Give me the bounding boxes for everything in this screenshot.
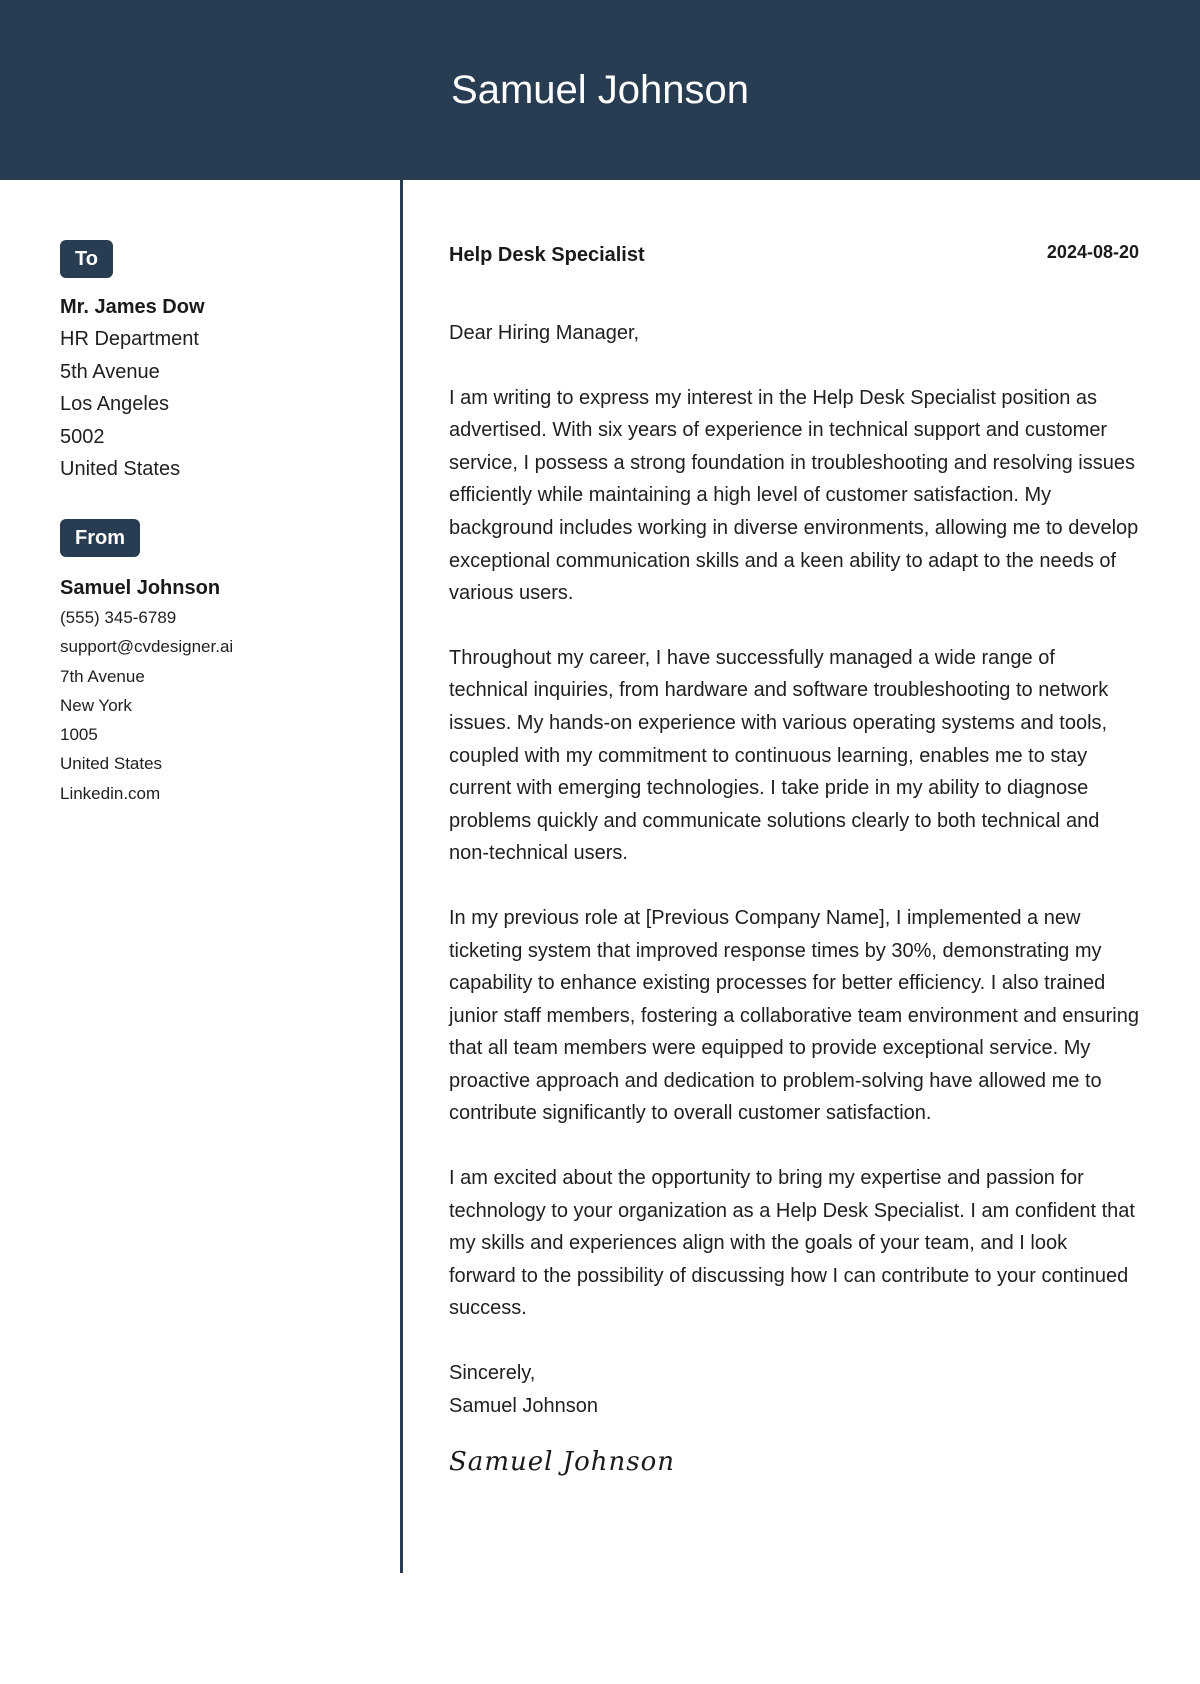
letter-date: 2024-08-20 [1046, 242, 1139, 262]
sender-postcode: 1005 [60, 725, 98, 745]
recipient-street: 5th Avenue [60, 360, 160, 383]
header-banner [0, 0, 1200, 180]
handwritten-signature: Samuel Johnson [449, 1447, 675, 1478]
recipient-city: Los Angeles [60, 393, 169, 416]
sidebar [60, 240, 380, 808]
sender-linkedin: Linkedin.com [60, 783, 161, 803]
sender-street: 7th Avenue [60, 666, 145, 686]
to-badge: To [60, 240, 113, 278]
recipient-postcode: 5002 [60, 425, 105, 448]
header-name: Samuel Johnson [451, 68, 749, 112]
from-badge: From [60, 519, 140, 557]
paragraph-3: In my previous role at [Previous Company Name], I implemented a new ticketing system that improved response times by 30%, demonstrating my capability to enhance existing processes for better efficiency. I also trained junior staff members, fostering a collaborative team environment and ensuring that all team members were equipped to provide exceptional service. My proactive approach and dedication to problem-solving have allowed me to contribute significantly to overall customer satisfaction. [449, 906, 1139, 1125]
closing: Sincerely, [449, 1362, 536, 1385]
sender-phone: (555) 345-6789 [60, 607, 177, 627]
recipient-block [60, 291, 380, 486]
sender-block [60, 573, 380, 808]
job-title: Help Desk Specialist [449, 244, 645, 266]
sender-email: support@cvdesigner.ai [60, 637, 234, 657]
recipient-country: United States [60, 458, 181, 481]
sender-city: New York [60, 695, 132, 715]
paragraph-4: I am excited about the opportunity to bring my expertise and passion for technology to your organization as a Help Desk Specialist. I am confident that my skills and experiences align with the goals of your team, and I look forward to the possibility of discussing how I can contribute to your continued success. [449, 1167, 1135, 1320]
paragraph-1: I am writing to express my interest in the Help Desk Specialist position as advertised. With six years of experience in technical support and customer service, I possess a strong foundation in troubleshooting and resolving issues efficiently while maintaining a high level of customer satisfaction. My background includes working in diverse environments, allowing me to develop exceptional communication skills and a keen ability to adapt to the needs of various users. [449, 386, 1139, 605]
closing-name: Samuel Johnson [449, 1394, 598, 1417]
letter-title-row [449, 240, 1139, 270]
recipient-name: Mr. James Dow [60, 296, 205, 318]
sender-country: United States [60, 754, 163, 774]
salutation: Dear Hiring Manager, [449, 322, 640, 344]
sender-name: Samuel Johnson [60, 576, 221, 599]
paragraph-2: Throughout my career, I have successfully managed a wide range of technical inquiries, from hardware and software troubleshooting to network issues. My hands-on experience with various operating systems and tools, coupled with my commitment to continuous learning, enables me to stay current with emerging technologies. I take pride in my ability to diagnose problems quickly and communicate solutions clearly to both technical and non-technical users. [449, 646, 1109, 865]
column-divider [400, 180, 403, 1573]
recipient-department: HR Department [60, 328, 199, 350]
letter-body [449, 240, 1139, 1482]
